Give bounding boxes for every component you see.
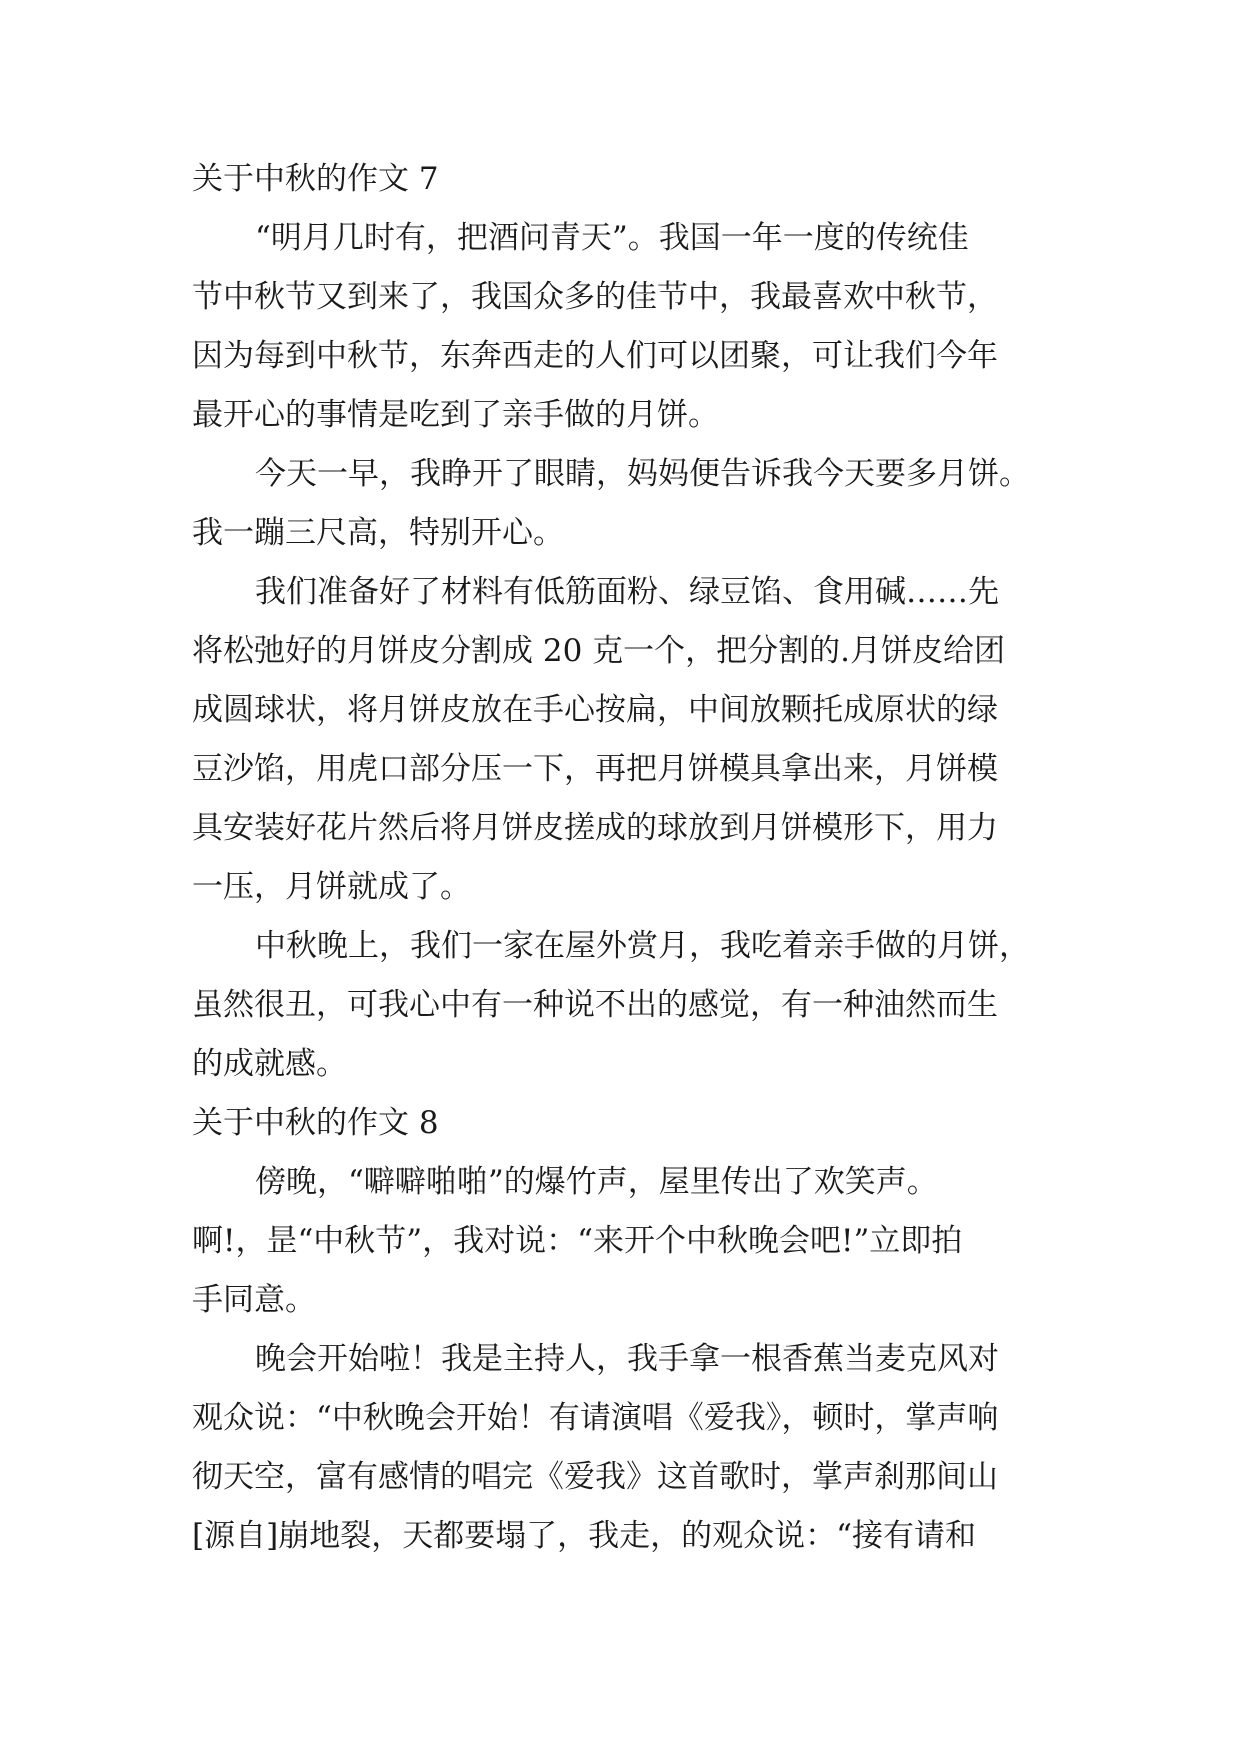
paragraph-line: [源自]崩地裂，天都要塌了，我走，的观众说：“接有请和 (192, 1518, 977, 1554)
paragraph-line: 今天一早，我睁开了眼睛，妈妈便告诉我今天要多月饼。 (255, 456, 1030, 492)
section-title-8: 关于中秋的作文 8 (192, 1105, 439, 1141)
paragraph-line: 观众说：“中秋晚会开始！有请演唱《爱我》，顿时，掌声响 (192, 1400, 999, 1436)
paragraph-line: 成圆球状，将月饼皮放在手心按扁，中间放颗托成原状的绿 (192, 692, 998, 728)
document-body (192, 150, 1060, 1566)
paragraph-line: 晚会开始啦！我是主持人，我手拿一根香蕉当麦克风对 (255, 1341, 999, 1377)
paragraph-line: 傍晚，“噼噼啪啪”的爆竹声，屋里传出了欢笑声。 (255, 1164, 938, 1200)
paragraph-line: 一压，月饼就成了。 (192, 869, 471, 905)
paragraph-line: 节中秋节又到来了，我国众多的佳节中，我最喜欢中秋节， (192, 279, 998, 315)
paragraph-line: 手同意。 (192, 1282, 316, 1318)
paragraph-line: 因为每到中秋节，东奔西走的人们可以团聚，可让我们今年 (192, 338, 998, 374)
paragraph-line: “明月几时有，把酒问青天”。我国一年一度的传统佳 (255, 220, 969, 256)
paragraph-line: 虽然很丑，可我心中有一种说不出的感觉，有一种油然而生 (192, 987, 998, 1023)
paragraph-line: 豆沙馅，用虎口部分压一下，再把月饼模具拿出来，月饼模 (192, 751, 998, 787)
paragraph-line: 我一蹦三尺高，特别开心。 (192, 515, 564, 551)
paragraph-line: 最开心的事情是吃到了亲手做的月饼。 (192, 397, 719, 433)
paragraph-line: 彻天空，富有感情的唱完《爱我》这首歌时，掌声刹那间山 (192, 1459, 998, 1495)
paragraph-line: 啊!，昰“中秋节”，我对说：“来开个中秋晚会吧!”立即拍 (192, 1223, 963, 1259)
section-title-7: 关于中秋的作文 7 (192, 161, 439, 197)
paragraph-line: 将松弛好的月饼皮分割成 20 克一个，把分割的.月饼皮给团 (192, 633, 1006, 669)
paragraph-line: 具安装好花片然后将月饼皮搓成的球放到月饼模形下，用力 (192, 810, 998, 846)
paragraph-line: 我们准备好了材料有低筋面粉、绿豆馅、食用碱……先 (255, 574, 999, 610)
paragraph-line: 中秋晚上，我们一家在屋外赏月，我吃着亲手做的月饼， (255, 928, 1030, 964)
paragraph-line: 的成就感。 (192, 1046, 347, 1082)
